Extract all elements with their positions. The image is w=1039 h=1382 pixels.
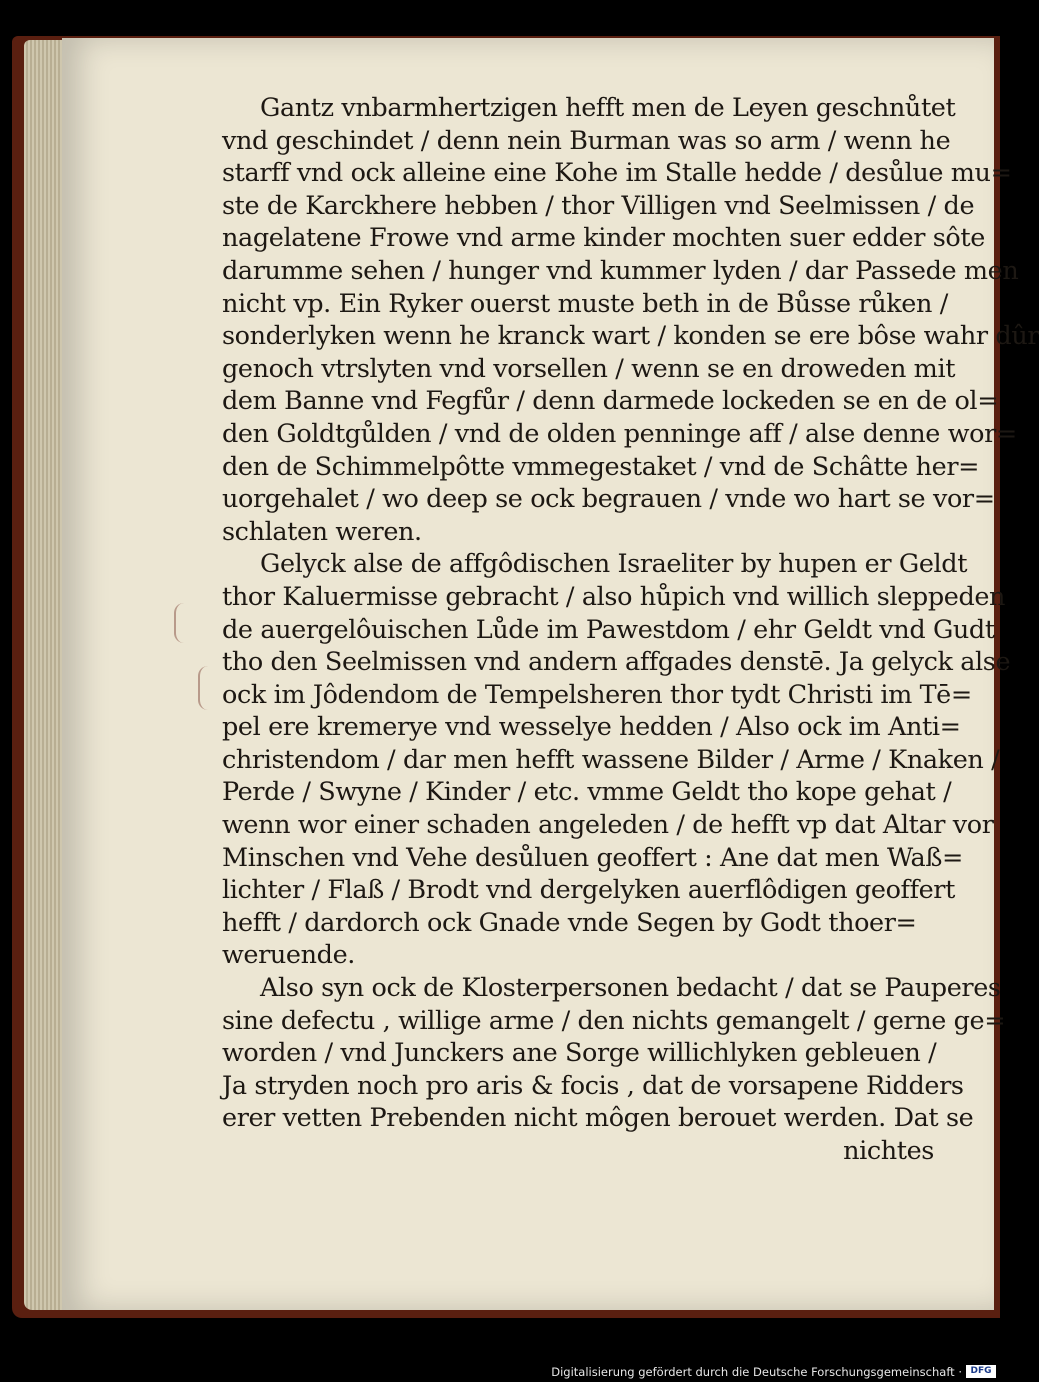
text-line: sonderlyken wenn he kranck wart / konden se ere bôse wahr dûr (222, 321, 1039, 352)
text-line: wenn wor einer schaden angeleden / de hefft vp dat Altar vor (222, 810, 994, 841)
text-line: genoch vtrslyten vnd vorsellen / wenn se en droweden mit (222, 353, 956, 384)
text-line: Ja stryden noch pro aris & focis , dat de vorsapene Ridders (222, 1070, 964, 1101)
text-line: weruende. (222, 940, 355, 971)
text-line: pel ere kremerye vnd wesselye hedden / Also ock im Anti= (222, 712, 961, 743)
text-line: vnd geschindet / denn nein Burman was so arm / wenn he (222, 125, 951, 156)
text-line: christendom / dar men hefft wassene Bilder / Arme / Knaken / (222, 744, 1000, 775)
text-line: Perde / Swyne / Kinder / etc. vmme Geldt tho kope gehat / (222, 777, 952, 808)
margin-pencil-mark-2 (198, 666, 210, 710)
margin-pencil-mark (174, 603, 186, 643)
text-line: worden / vnd Junckers ane Sorge willichlyken gebleuen / (222, 1038, 937, 1069)
text-line: ste de Karckhere hebben / thor Villigen vnd Seelmissen / de (222, 190, 975, 221)
text-line: starff vnd ock alleine eine Kohe im Stalle hedde / desůlue mu= (222, 158, 1012, 189)
text-line: Gantz vnbarmhertzigen hefft men de Leyen geschnůtet (260, 93, 956, 123)
text-line: erer vetten Prebenden nicht môgen berouet werden. Dat se (222, 1103, 974, 1134)
text-line: nagelatene Frowe vnd arme kinder mochten suer edder sôte (222, 223, 985, 254)
text-line: den Goldtgůlden / vnd de olden penninge aff / alse denne wor= (222, 418, 1017, 449)
text-line: tho den Seelmissen vnd andern affgades denstē. Ja gelyck alse (222, 647, 1011, 678)
text-line: Also syn ock de Klosterpersonen bedacht / dat se Pauperes (260, 973, 1001, 1004)
text-line: lichter / Flaß / Brodt vnd dergelyken auerflôdigen geoffert (222, 875, 955, 906)
text-line: ock im Jôdendom de Tempelsheren thor tydt Christi im Tē= (222, 679, 972, 710)
text-line: dem Banne vnd Fegfůr / denn darmede lockeden se en de ol= (222, 386, 999, 417)
funding-notice: Digitalisierung gefördert durch die Deutsche Forschungsgemeinschaft · (551, 1365, 962, 1379)
catchword: nichtes (843, 1136, 934, 1166)
text-line: Gelyck alse de affgôdischen Israeliter by hupen er Geldt (260, 549, 968, 580)
page-edges (24, 40, 64, 1310)
text-line: Minschen vnd Vehe desůluen geoffert : Ane dat men Waß= (222, 842, 963, 873)
text-line: nicht vp. Ein Ryker ouerst muste beth in de Bůsse růken / (222, 288, 948, 319)
text-line: schlaten weren. (222, 516, 422, 547)
text-line: den de Schimmelpôtte vmmegestaket / vnd de Schâtte her= (222, 451, 980, 482)
text-line: sine defectu , willige arme / den nichts gemangelt / gerne ge= (222, 1005, 1006, 1036)
dfg-logo-icon: DFG (966, 1365, 996, 1378)
text-line: thor Kaluermisse gebracht / also hůpich vnd willich sleppeden (222, 581, 1006, 612)
text-line: uorgehalet / wo deep se ock begrauen / vnde wo hart se vor= (222, 484, 995, 515)
text-line: de auergelôuischen Lůde im Pawestdom / ehr Geldt vnd Gudt (222, 614, 995, 645)
page-text (222, 92, 1039, 1168)
text-line: hefft / dardorch ock Gnade vnde Segen by Godt thoer= (222, 907, 917, 938)
text-line: darumme sehen / hunger vnd kummer lyden / dar Passede men (222, 255, 1019, 286)
